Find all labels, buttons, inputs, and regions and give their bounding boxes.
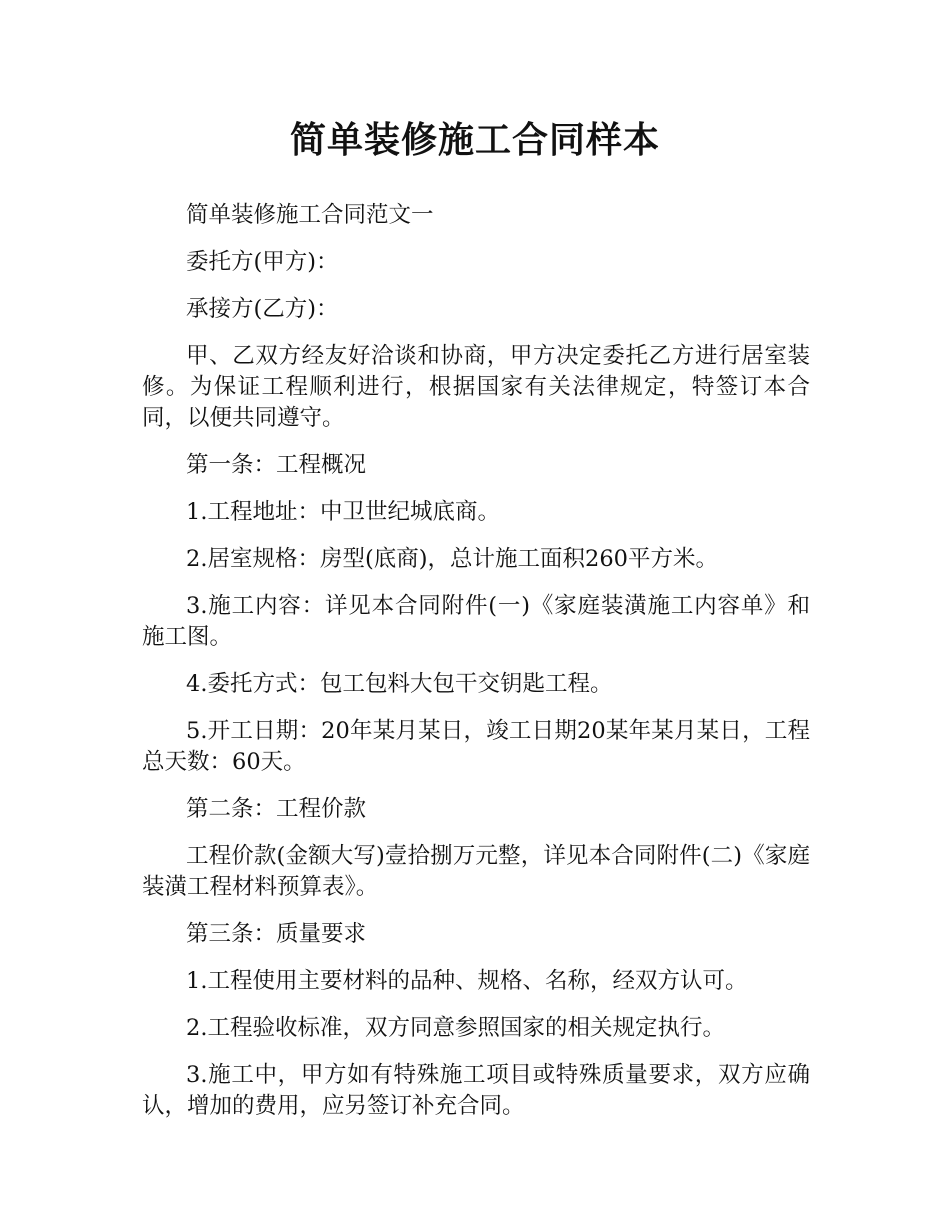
document-title: 简单装修施工合同样本	[289, 120, 660, 161]
article-1-item-1: 1.工程地址：中卫世纪城底商。	[186, 499, 500, 525]
party-a-line: 委托方(甲方)：	[186, 249, 339, 275]
article-1-item-5: 5.开工日期：20年某月某日，竣工日期20某年某月某日，工程总天数：60天。	[142, 718, 810, 775]
article-3-item-1: 1.工程使用主要材料的品种、规格、名称，经双方认可。	[186, 968, 748, 994]
preamble-paragraph: 甲、乙双方经友好洽谈和协商，甲方决定委托乙方进行居室装修。为保证工程顺利进行，根据国家有关法律规定，特签订本合同，以便共同遵守。	[142, 343, 810, 431]
party-b-line: 承接方(乙方)：	[186, 296, 339, 322]
article-1-item-4: 4.委托方式：包工包料大包干交钥匙工程。	[186, 671, 613, 697]
paragraph-heading: 简单装修施工合同范文一	[186, 202, 434, 228]
article-2-body: 工程价款(金额大写)壹拾捌万元整，详见本合同附件(二)《家庭装潢工程材料预算表》。	[142, 843, 810, 900]
article-3-item-2: 2.工程验收标准，双方同意参照国家的相关规定执行。	[186, 1015, 725, 1041]
article-1-item-3: 3.施工内容：详见本合同附件(一)《家庭装潢施工内容单》和施工图。	[142, 593, 810, 650]
document-body	[142, 200, 810, 1138]
article-1-heading: 第一条：工程概况	[186, 452, 367, 478]
article-2-heading: 第二条：工程价款	[186, 796, 367, 822]
article-3-item-3: 3.施工中，甲方如有特殊施工项目或特殊质量要求，双方应确认，增加的费用，应另签订补充合同。	[142, 1062, 810, 1119]
article-3-heading: 第三条：质量要求	[186, 921, 367, 947]
article-1-item-2: 2.居室规格：房型(底商)，总计施工面积260平方米。	[186, 546, 718, 572]
